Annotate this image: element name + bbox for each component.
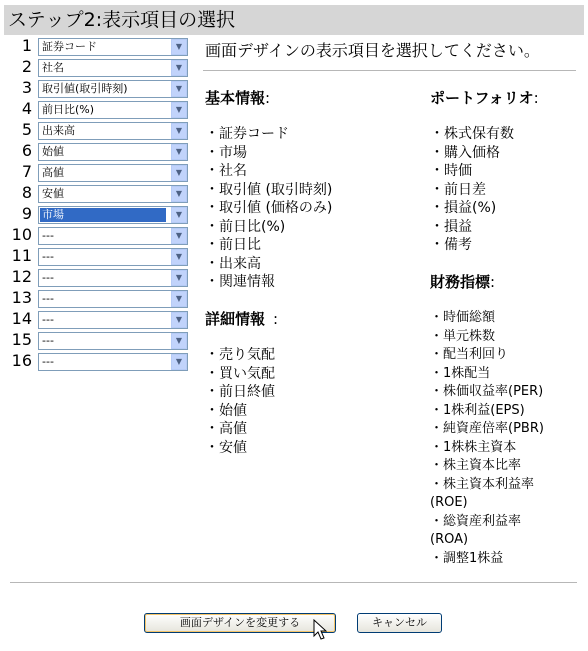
list-item: ・1株利益(EPS) [430, 402, 525, 418]
financial-indicators-list [430, 309, 544, 568]
select-value: --- [42, 292, 54, 305]
basic-info-heading-text: 基本情報 [205, 89, 266, 107]
list-item: ・安値 [205, 439, 247, 456]
select-value: 取引値(取引時刻) [42, 82, 128, 95]
display-item-row [8, 227, 190, 245]
row-number: 8 [21, 183, 32, 202]
list-item: ・総資産利益率 [430, 513, 522, 529]
select-value: --- [42, 334, 54, 347]
list-item: ・損益(%) [430, 200, 497, 216]
portfolio-list [430, 125, 514, 255]
row-number: 14 [11, 309, 32, 328]
page-title: ステップ2:表示項目の選択 [4, 5, 584, 35]
row-number: 6 [21, 141, 32, 160]
chevron-down-icon[interactable]: ▼ [171, 39, 187, 55]
list-item: ・前日差 [430, 181, 486, 198]
mouse-pointer-icon [313, 619, 327, 641]
display-item-row [8, 185, 190, 203]
list-item: ・始値 [205, 402, 247, 419]
select-value: 証券コード [42, 40, 97, 53]
chevron-down-icon[interactable]: ▼ [171, 186, 187, 202]
row-number: 7 [21, 162, 32, 181]
list-item: ・株主資本利益率 [430, 476, 535, 492]
chevron-down-icon[interactable]: ▼ [171, 354, 187, 370]
row-number: 10 [11, 225, 32, 244]
list-item: ・売り気配 [205, 347, 275, 363]
financial-indicators-heading-colon: : [490, 273, 496, 291]
display-item-row [8, 122, 190, 140]
list-item: (ROA) [430, 532, 469, 547]
financial-indicators-heading-text: 財務指標 [430, 273, 491, 291]
chevron-down-icon[interactable]: ▼ [171, 270, 187, 286]
display-item-select[interactable] [38, 227, 188, 245]
detail-info-heading-text: 詳細情報 [205, 310, 266, 328]
row-number: 9 [21, 204, 32, 223]
list-item: ・前日終値 [205, 384, 275, 400]
display-item-select[interactable] [38, 143, 188, 161]
list-item: (ROE) [430, 495, 468, 510]
change-design-button[interactable]: 画面デザインを変更する [144, 613, 336, 633]
select-value: --- [42, 271, 54, 284]
display-item-row [8, 353, 190, 371]
detail-info-heading-colon: : [273, 310, 279, 328]
list-item: ・配当利回り [430, 347, 509, 362]
list-item: ・株主資本比率 [430, 458, 522, 473]
portfolio-heading [430, 88, 539, 108]
chevron-down-icon[interactable]: ▼ [171, 144, 187, 160]
list-item: ・単元株数 [430, 328, 496, 344]
detail-info-list [205, 346, 275, 457]
row-number: 3 [21, 78, 32, 97]
display-item-row [8, 164, 190, 182]
display-item-select[interactable] [38, 311, 188, 329]
list-item: ・備考 [430, 237, 472, 253]
row-number: 5 [21, 120, 32, 139]
list-item: ・購入価格 [430, 144, 500, 161]
basic-info-list [205, 125, 332, 292]
portfolio-heading-text: ポートフォリオ [430, 89, 534, 107]
select-value: 出来高 [42, 124, 75, 137]
row-number: 1 [21, 36, 32, 55]
display-item-select[interactable] [38, 38, 188, 56]
cancel-button[interactable]: キャンセル [357, 613, 442, 633]
display-item-row [8, 80, 190, 98]
list-item: ・高値 [205, 421, 247, 437]
row-number: 2 [21, 57, 32, 76]
list-item: ・1株配当 [430, 365, 491, 381]
list-item: ・1株株主資本 [430, 439, 517, 455]
select-value: 始値 [42, 145, 64, 158]
display-item-select[interactable] [38, 101, 188, 119]
display-item-row [8, 143, 190, 161]
select-value: 市場 [40, 208, 166, 222]
list-item: ・損益 [430, 218, 472, 235]
select-value: --- [42, 229, 54, 242]
instruction-text: 画面デザインの表示項目を選択してください。 [205, 41, 540, 60]
chevron-down-icon[interactable]: ▼ [171, 60, 187, 76]
list-item: ・前日比 [205, 237, 261, 253]
chevron-down-icon[interactable]: ▼ [171, 228, 187, 244]
select-value: 前日比(%) [42, 103, 95, 116]
list-item: ・取引値 (取引時刻) [205, 181, 333, 198]
chevron-down-icon[interactable]: ▼ [171, 165, 187, 181]
display-item-select[interactable] [38, 290, 188, 308]
display-item-select[interactable] [38, 185, 188, 203]
display-item-select[interactable] [38, 80, 188, 98]
list-item: ・株式保有数 [430, 126, 514, 142]
select-value: 安値 [42, 187, 64, 200]
list-item: ・買い気配 [205, 365, 275, 382]
list-item: ・前日比(%) [205, 218, 286, 235]
display-item-select[interactable] [38, 332, 188, 350]
list-item: ・株価収益率(PER) [430, 384, 544, 399]
display-item-row [8, 59, 190, 77]
list-item: ・社名 [205, 163, 247, 179]
select-value: --- [42, 355, 54, 368]
display-item-select[interactable] [38, 269, 188, 287]
detail-info-heading [205, 309, 278, 329]
display-item-row [8, 101, 190, 119]
select-value: --- [42, 313, 54, 326]
row-number: 16 [11, 351, 32, 370]
display-item-row [8, 269, 190, 287]
display-item-row [8, 311, 190, 329]
chevron-down-icon[interactable]: ▼ [171, 249, 187, 265]
display-item-row [8, 290, 190, 308]
divider [10, 582, 577, 583]
display-item-row [8, 332, 190, 350]
list-item: ・証券コード [205, 126, 289, 142]
row-number: 13 [11, 288, 32, 307]
list-item: ・純資産倍率(PBR) [430, 421, 544, 436]
row-number: 12 [11, 267, 32, 286]
portfolio-heading-colon: : [533, 89, 539, 107]
basic-info-heading-colon: : [265, 89, 271, 107]
list-item: ・関連情報 [205, 274, 275, 290]
display-item-row [8, 206, 190, 224]
select-value: 社名 [42, 61, 64, 74]
display-item-select[interactable] [38, 353, 188, 371]
display-item-select[interactable] [38, 164, 188, 182]
chevron-down-icon[interactable]: ▼ [171, 123, 187, 139]
select-value: 高値 [42, 166, 64, 179]
row-number: 15 [11, 330, 32, 349]
list-item: ・出来高 [205, 255, 261, 272]
chevron-down-icon[interactable]: ▼ [171, 333, 187, 349]
basic-info-heading [205, 88, 270, 108]
chevron-down-icon[interactable]: ▼ [171, 81, 187, 97]
display-item-select[interactable] [38, 248, 188, 266]
financial-indicators-heading [430, 272, 495, 292]
display-item-row [8, 38, 190, 56]
chevron-down-icon[interactable]: ▼ [171, 291, 187, 307]
list-item: ・市場 [205, 144, 247, 161]
select-value: --- [42, 250, 54, 263]
row-number: 4 [21, 99, 32, 118]
display-item-select[interactable] [38, 59, 188, 77]
list-item: ・時価総額 [430, 310, 496, 325]
display-item-row [8, 248, 190, 266]
display-item-select[interactable] [38, 206, 188, 224]
list-item: ・時価 [430, 163, 472, 179]
chevron-down-icon[interactable]: ▼ [171, 312, 187, 328]
list-item: ・調整1株益 [430, 550, 504, 566]
display-item-select[interactable] [38, 122, 188, 140]
chevron-down-icon[interactable]: ▼ [171, 207, 187, 223]
row-number: 11 [11, 246, 32, 265]
list-item: ・取引値 (価格のみ) [205, 200, 333, 216]
chevron-down-icon[interactable]: ▼ [171, 102, 187, 118]
divider [203, 70, 576, 71]
